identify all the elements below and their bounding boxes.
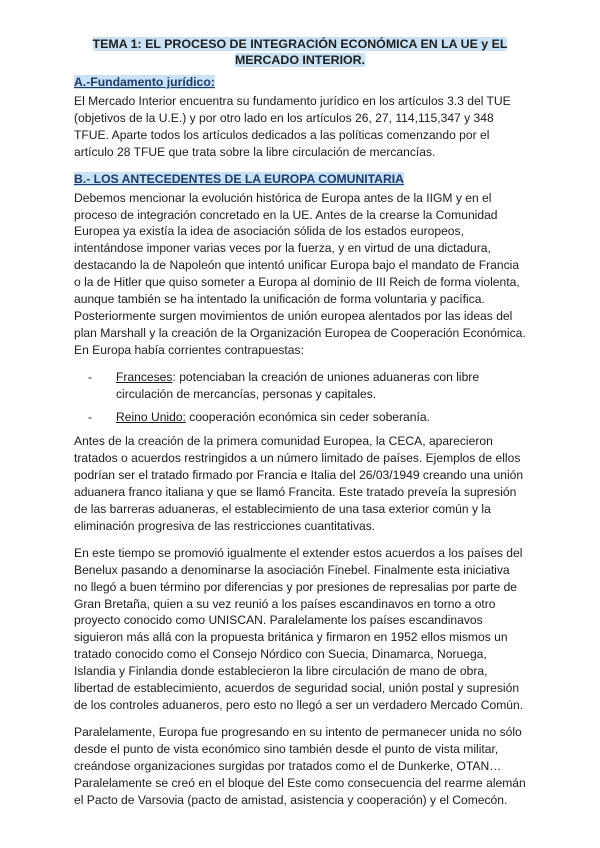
section-b-paragraph-3: En este tiempo se promovió igualmente el extender estos acuerdos a los países del Benelux pasando a denominarse la asociación Finebel. Finalmente esta iniciativa no llegó a buen término por diferencias y por presiones de represalias por parte de Gran Bretaña, quien a su vez reunió a los países escandinavos en torno a otro proyecto conocido como UNISCAN. Paralelamente los países escandinavos siguieron más allá con la propuesta británica y firmaron en 1952 ellos mismos un tratado conocido como el Consejo Nórdico con Suecia, Dinamarca, Noruega, Islandia y Finlandia donde establecieron la libre circulación de mano de obra, libertad de establecimiento, acuerdos de seguridad social, unión postal y supresión de los controles aduaneros, pero esto no llegó a ser un verdadero Mercado Común. <box>74 545 524 712</box>
list-item-label: Reino Unido: <box>116 409 186 424</box>
section-b-heading <box>74 171 526 187</box>
section-b-paragraph-4: Paralelamente, Europa fue progresando en su intento de permanecer unida no sólo desde el punto de vista económico sino también desde el punto de vista militar, creándose organizaciones surgidas por tratados como el de Dunkerke, OTAN… Paralelamente se creó en el bloque del Este como consecuencia del rearme alemán el Pacto de Varsovia (pacto de amistad, asistencia y cooperación) y el Comecón. <box>74 724 526 807</box>
list-item-text: cooperación económica sin ceder soberanía. <box>185 409 430 424</box>
section-b-paragraph-1: Debemos mencionar la evolución histórica de Europa antes de la IIGM y en el proceso de integración concretado en la UE. Antes de la crearse la Comunidad Europea ya existía la idea de asociación sólida de los estados europeos, intentándose imponer varias veces por la fuerza, y en virtud de una dictadura, destacando la de Napoleón que intentó unificar Europa bajo el mandato de Francia o la de Hitler que quiso someter a Europa al dominio de III Reich de forma violenta, aunque también se ha intentado la unificación de forma voluntaria y pacífica. Posteriormente surgen movimientos de unión europea alentados por las ideas del plan Marshall y la creación de la Organización Europea de Cooperación Económica. En Europa había corrientes contrapuestas: <box>74 190 526 357</box>
dash-bullet: - <box>88 369 93 384</box>
document-title <box>74 36 526 68</box>
section-b-paragraph-2: Antes de la creación de la primera comunidad Europea, la CECA, aparecieron tratados o acuerdos restringidos a un número limitado de países. Ejemplos de ellos podrían ser el tratado firmado por Francia e Italia del 26/03/1949 creando una unión aduanera franco italiana y que se llamó Francita. Este tratado preveía la supresión de las barreras aduaneras, el establecimiento de una tasa exterior común y la eliminación progresiva de las restricciones cuantitativas. <box>74 434 524 533</box>
title-line-1: TEMA 1: EL PROCESO DE INTEGRACIÓN ECONÓMICA EN LA UE y EL <box>92 37 508 51</box>
section-b-heading-text: B.- LOS ANTECEDENTES DE LA EUROPA COMUNITARIA <box>74 171 404 186</box>
section-a-heading <box>74 74 526 90</box>
list-item <box>88 369 526 403</box>
list-item-label: Franceses <box>116 369 173 384</box>
list-item-text: : potenciaban la creación de uniones aduaneras con libre circulación de mercancías, personas y capitales. <box>116 369 480 401</box>
section-a-heading-text: A.-Fundamento jurídico: <box>74 75 215 89</box>
title-line-2: MERCADO INTERIOR. <box>234 53 366 67</box>
dash-bullet: - <box>88 409 93 424</box>
list-item <box>88 409 526 426</box>
currents-list <box>74 369 526 426</box>
section-a-paragraph: El Mercado Interior encuentra su fundamento jurídico en los artículos 3.3 del TUE (objetivos de la U.E.) y por otro lado en los artículos 26, 27, 114,115,347 y 348 TFUE. Aparte todos los artículos dedicados a las políticas comenzando por el artículo 28 TFUE que trata sobre la libre circulación de mercancías. <box>74 94 511 159</box>
